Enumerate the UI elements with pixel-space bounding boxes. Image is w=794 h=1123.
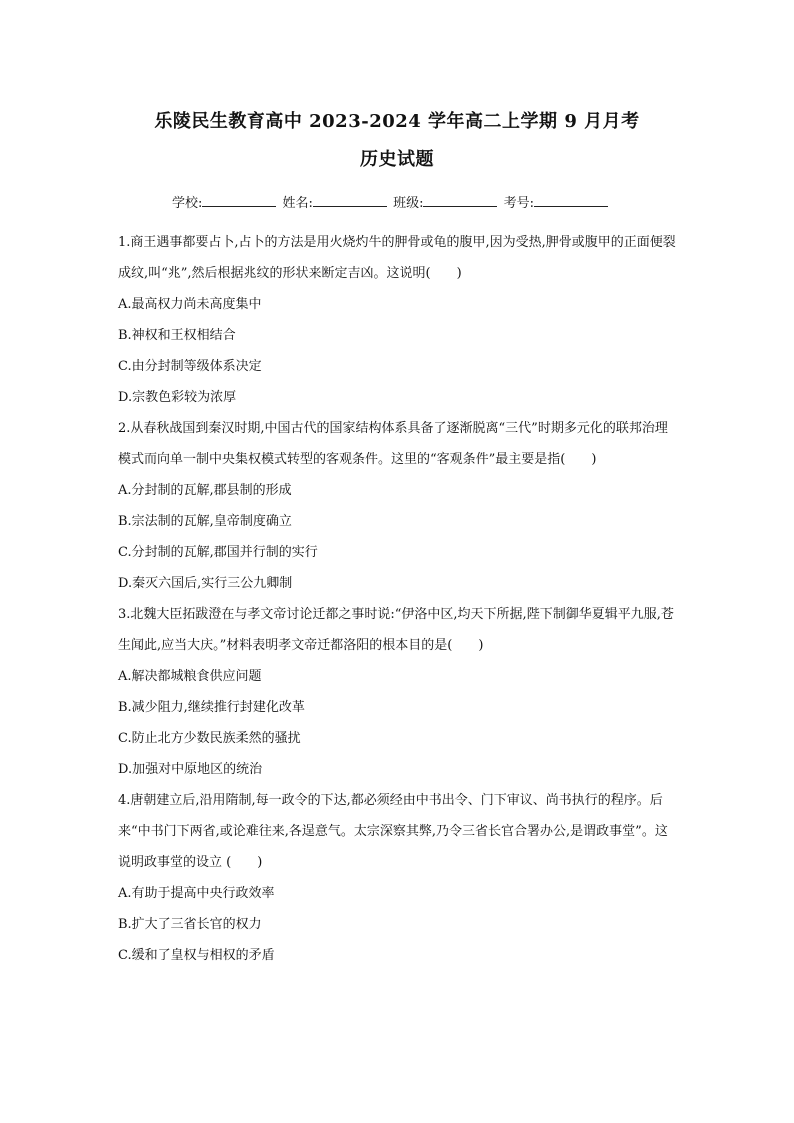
class-field[interactable] bbox=[423, 193, 497, 207]
option-c[interactable]: C.缓和了皇权与相权的矛盾 bbox=[118, 948, 275, 963]
school-field[interactable] bbox=[202, 193, 276, 207]
question-stem: 2.从春秋战国到秦汉时期,中国古代的国家结构体系具备了逐渐脱离“三代”时期多元化的联邦治理模式而向单一制中央集权模式转型的客观条件。这里的“客观条件”最主要是指( ) bbox=[118, 421, 668, 467]
question-2 bbox=[118, 413, 678, 599]
exam-title: 乐陵民生教育高中 2023-2024 学年高二上学期 9 月月考 bbox=[154, 111, 640, 132]
option-b[interactable]: B.神权和王权相结合 bbox=[118, 328, 236, 343]
student-info-row bbox=[172, 193, 610, 213]
option-b[interactable]: B.宗法制的瓦解,皇帝制度确立 bbox=[118, 514, 292, 529]
question-stem: 4.唐朝建立后,沿用隋制,每一政令的下达,都必须经由中书出令、门下审议、尚书执行的程序。后来“中书门下两省,或论难往来,各逞意气。太宗深察其弊,乃令三省长官合署办公,是谓政事堂”。这说明政事堂的设立 ( ) bbox=[118, 793, 668, 870]
option-a[interactable]: A.有助于提高中央行政效率 bbox=[118, 886, 275, 901]
exam-number-label: 考号: bbox=[503, 196, 534, 211]
question-3 bbox=[118, 599, 678, 785]
option-c[interactable]: C.防止北方少数民族柔然的骚扰 bbox=[118, 731, 301, 746]
name-field[interactable] bbox=[313, 193, 387, 207]
question-stem: 3.北魏大臣拓跋澄在与孝文帝讨论迁都之事时说:“伊洛中区,均天下所据,陛下制御华夏辑平九服,苍生闻此,应当大庆。”材料表明孝文帝迁都洛阳的根本目的是( ) bbox=[118, 607, 674, 653]
option-b[interactable]: B.扩大了三省长官的权力 bbox=[118, 917, 262, 932]
option-b[interactable]: B.减少阻力,继续推行封建化改革 bbox=[118, 700, 305, 715]
question-1 bbox=[118, 227, 678, 413]
option-d[interactable]: D.宗教色彩较为浓厚 bbox=[118, 390, 237, 405]
option-a[interactable]: A.解决都城粮食供应问题 bbox=[118, 669, 262, 684]
question-4 bbox=[118, 785, 678, 971]
option-c[interactable]: C.由分封制等级体系决定 bbox=[118, 359, 262, 374]
school-label: 学校: bbox=[172, 196, 203, 211]
option-a[interactable]: A.分封制的瓦解,郡县制的形成 bbox=[118, 483, 292, 498]
name-label: 姓名: bbox=[282, 196, 313, 211]
question-stem: 1.商王遇事都要占卜,占卜的方法是用火烧灼牛的胛骨或龟的腹甲,因为受热,胛骨或腹甲的正面便裂成纹,叫“兆”,然后根据兆纹的形状来断定吉凶。这说明( ) bbox=[118, 235, 676, 281]
exam-number-field[interactable] bbox=[534, 193, 608, 207]
option-a[interactable]: A.最高权力尚未高度集中 bbox=[118, 297, 262, 312]
class-label: 班级: bbox=[393, 196, 424, 211]
question-list bbox=[118, 227, 678, 971]
exam-subtitle: 历史试题 bbox=[360, 149, 434, 170]
option-d[interactable]: D.秦灭六国后,实行三公九卿制 bbox=[118, 576, 293, 591]
option-d[interactable]: D.加强对中原地区的统治 bbox=[118, 762, 263, 777]
option-c[interactable]: C.分封制的瓦解,郡国并行制的实行 bbox=[118, 545, 318, 560]
